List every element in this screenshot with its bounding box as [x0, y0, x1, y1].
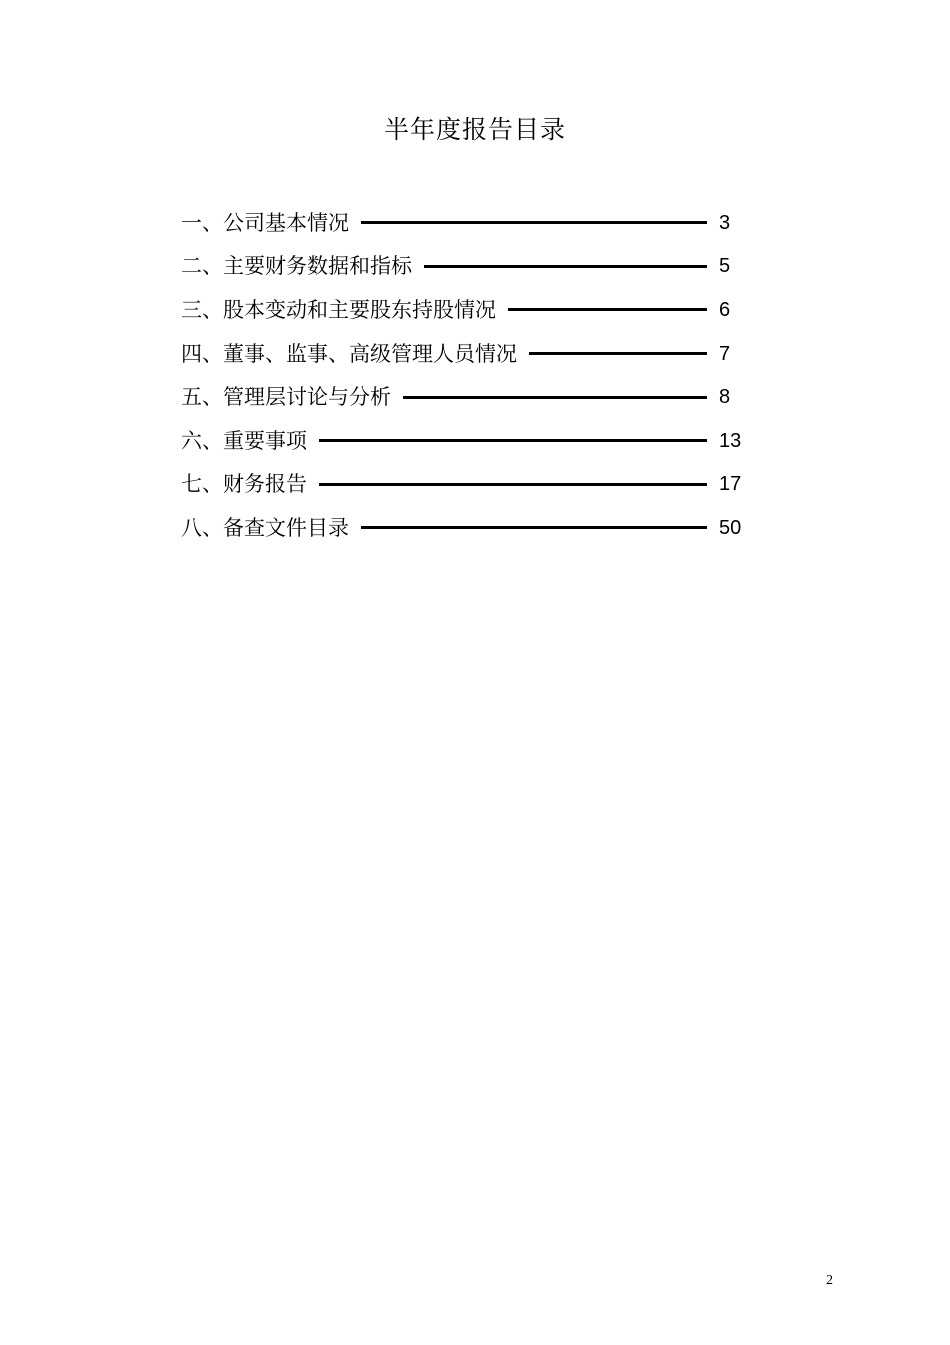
- toc-entry-page-number: 6: [719, 298, 731, 321]
- toc-entry-label: 四、董事、监事、高级管理人员情况: [181, 341, 517, 366]
- toc-entry-financial-report[interactable]: [181, 463, 746, 507]
- toc-entry-management-discussion[interactable]: [181, 375, 746, 419]
- toc-leader-line: [319, 439, 707, 442]
- toc-entry-label: 八、备查文件目录: [181, 515, 349, 540]
- toc-entry-label: 七、财务报告: [181, 472, 307, 497]
- toc-entry-label: 二、主要财务数据和指标: [181, 254, 412, 279]
- page-title: 半年度报告目录: [383, 115, 566, 144]
- toc-entry-reference-documents[interactable]: [181, 506, 746, 550]
- toc-entry-financial-data[interactable]: [181, 245, 746, 289]
- toc-leader-line: [424, 265, 707, 268]
- toc-leader-line: [361, 526, 707, 529]
- toc-leader-line: [403, 396, 707, 399]
- toc-entry-page-number: 17: [719, 473, 742, 496]
- toc-entry-page-number: 13: [719, 429, 742, 452]
- toc-entry-page-number: 7: [719, 342, 731, 365]
- table-of-contents: [181, 201, 746, 550]
- toc-entry-label: 一、公司基本情况: [181, 210, 349, 235]
- toc-entry-share-capital[interactable]: [181, 288, 746, 332]
- toc-entry-label: 五、管理层讨论与分析: [181, 385, 391, 410]
- toc-entry-label: 三、股本变动和主要股东持股情况: [181, 297, 496, 322]
- toc-entry-page-number: 50: [719, 516, 742, 539]
- toc-entry-page-number: 8: [719, 386, 731, 409]
- toc-entry-company-overview[interactable]: [181, 201, 746, 245]
- toc-leader-line: [529, 352, 707, 355]
- toc-entry-important-matters[interactable]: [181, 419, 746, 463]
- toc-leader-line: [319, 483, 707, 486]
- toc-entry-page-number: 5: [719, 255, 731, 278]
- toc-leader-line: [508, 308, 707, 311]
- toc-leader-line: [361, 221, 707, 224]
- toc-entry-page-number: 3: [719, 211, 731, 234]
- page-number: 2: [826, 1273, 833, 1288]
- toc-entry-label: 六、重要事项: [181, 428, 307, 453]
- toc-entry-directors[interactable]: [181, 332, 746, 376]
